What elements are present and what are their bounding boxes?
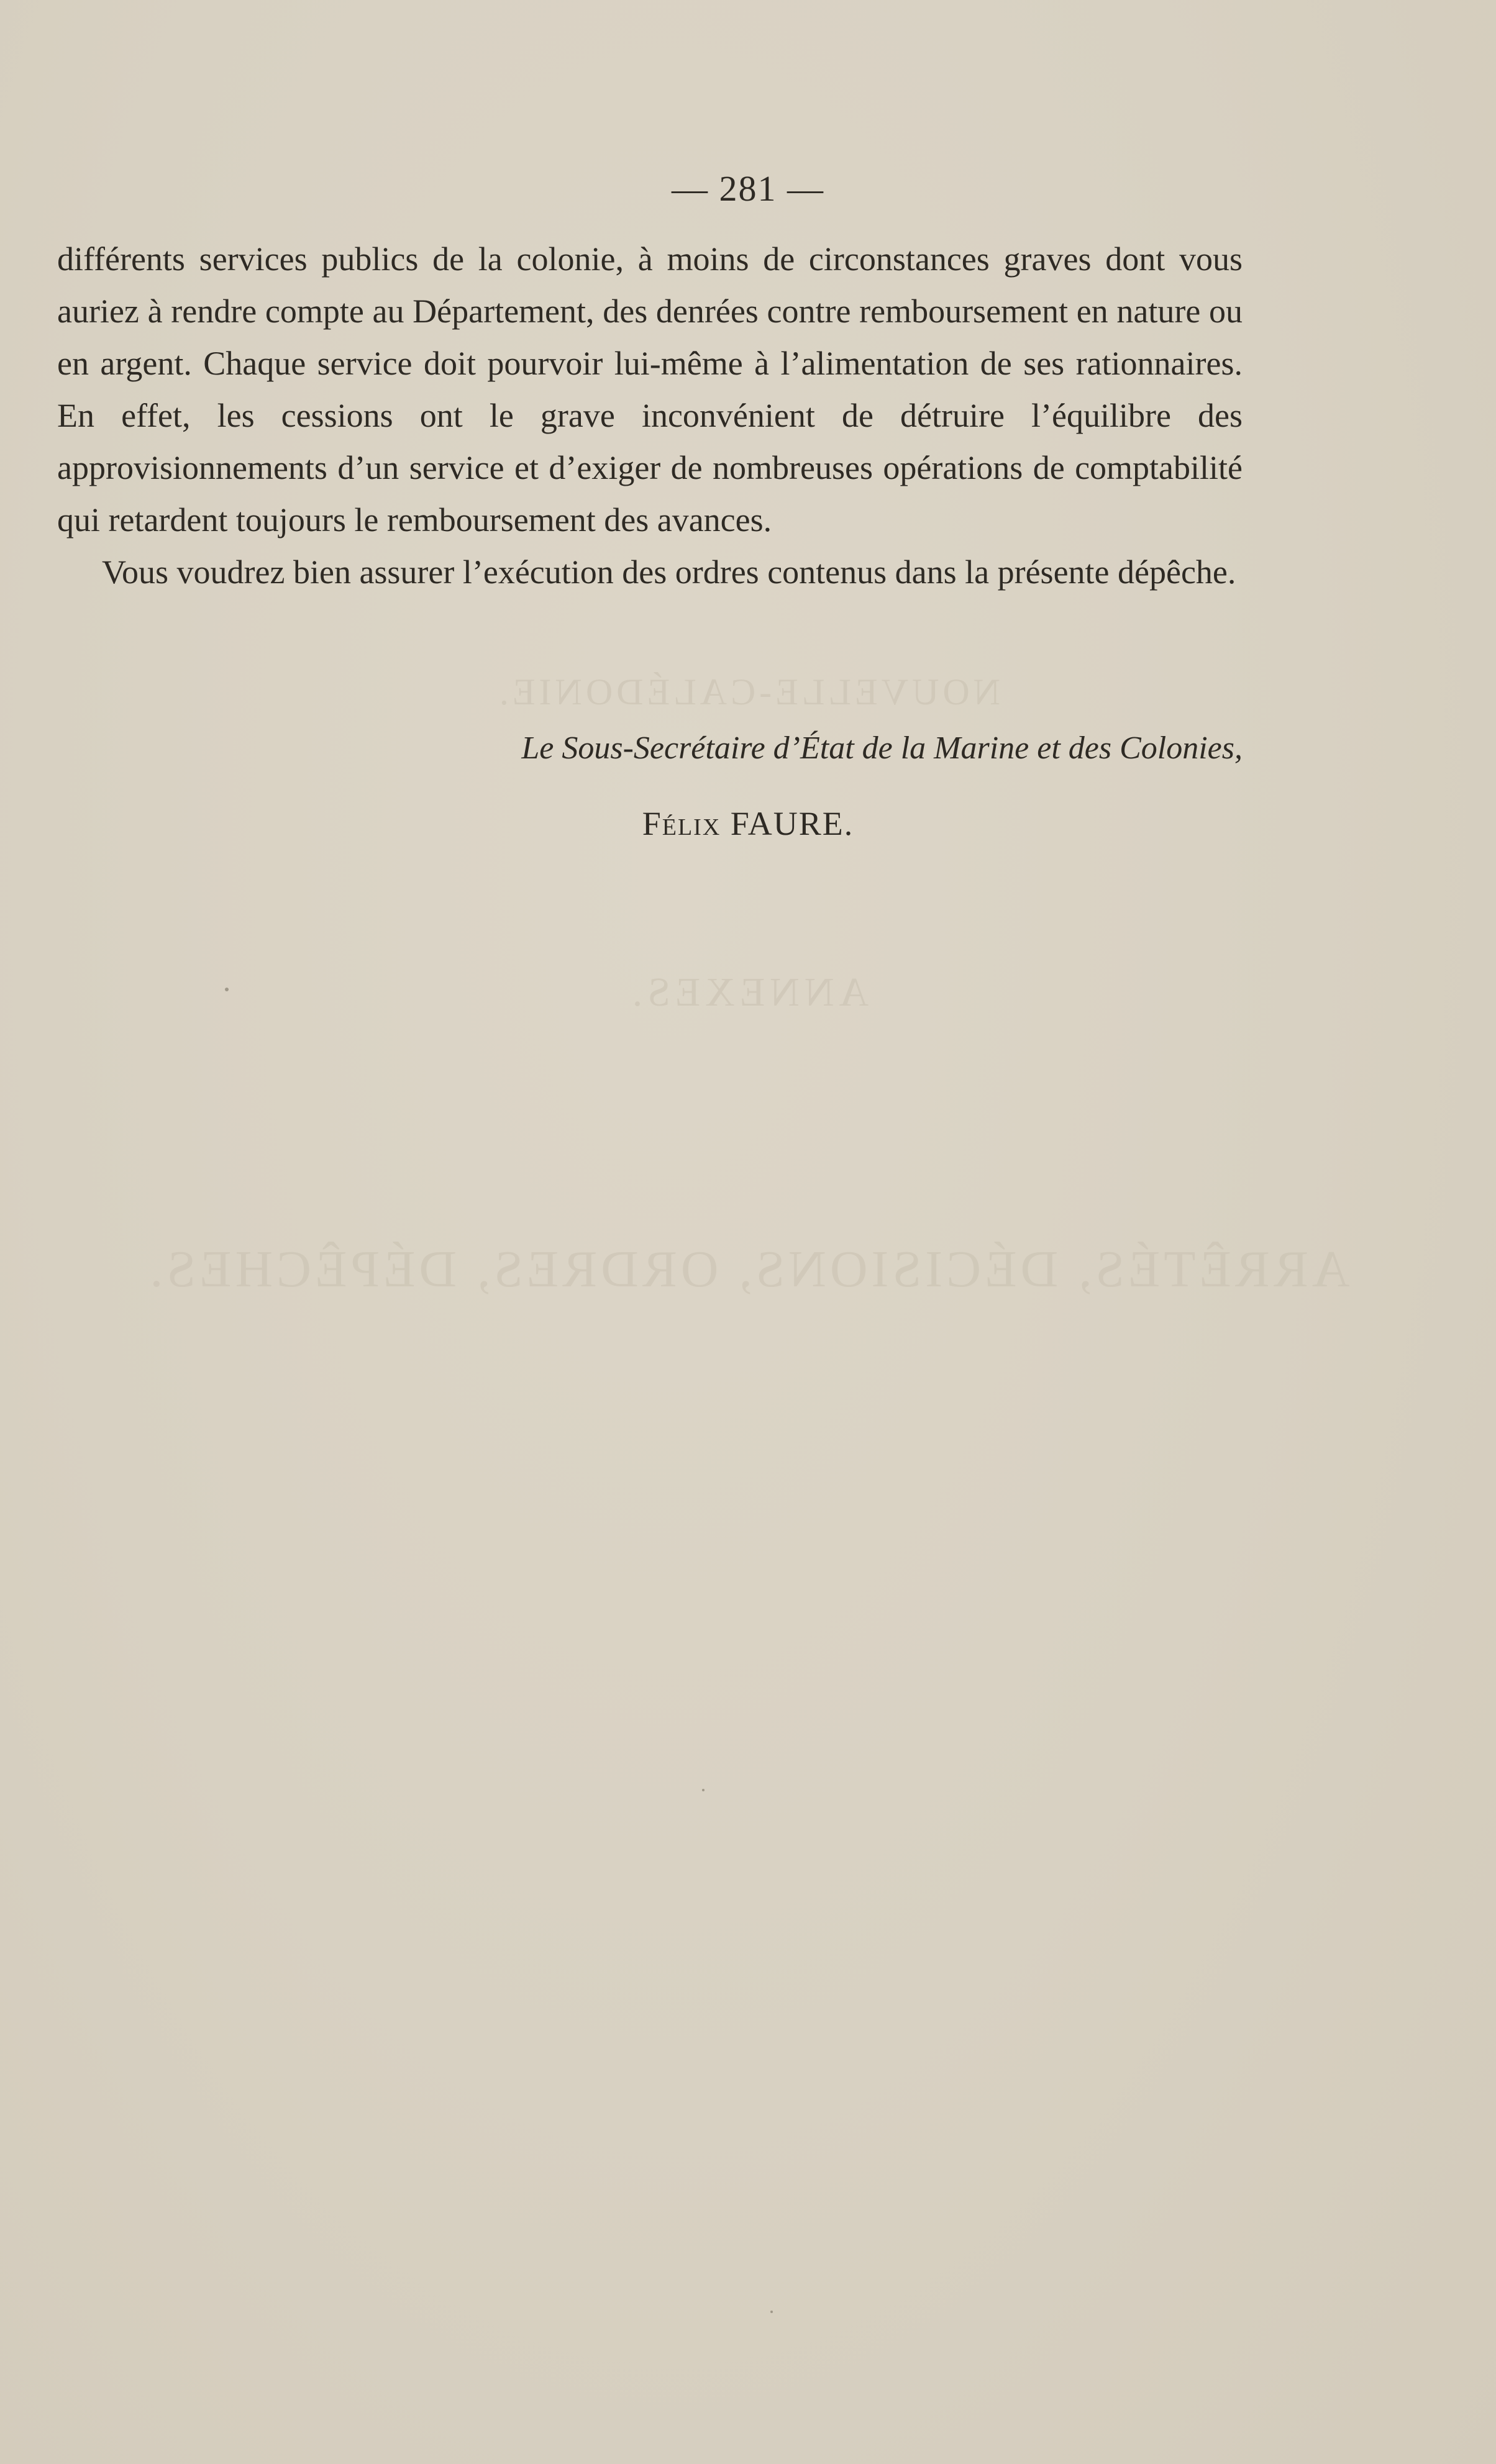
paragraph-1: différents services publics de la colonie, à moins de circonstances graves dont vous auriez à rendre compte au Département, des denrées contre remboursement en nature ou en argent. Chaque service doit pourvoir lui-même à l’alimentation de ses rationnaires. En effet, les cessions ont le grave inconvénient de détruire l’équilibre des approvisionnements d’un service et d’exiger de nombreuses opérations de comptabilité qui retardent toujours le remboursement des avances. [57,240,1243,539]
signatory-first-name: Félix [642,805,721,842]
page-number: — 281 — [672,168,824,209]
signatory-name [0,804,1496,843]
signatory-last-name: FAURE. [730,805,854,842]
show-through-section-title: ARRÊTÉS, DÉCISIONS, ORDRES, DÉPÊCHES. [146,1240,1350,1298]
body-text [57,233,1243,598]
paper-speck [702,1789,705,1791]
signatory-title: Le Sous-Secrétaire d’État de la Marine et des Colonies, [521,730,1243,766]
paper-speck [225,988,229,991]
show-through-heading: NOUVELLE-CALÉDONIE. [495,671,1001,712]
show-through-subheading: ANNEXES. [627,970,869,1015]
paragraph-2: Vous voudrez bien assurer l’exécution des ordres contenus dans la présente dépêche. [102,553,1236,591]
paper-speck [770,2311,773,2313]
